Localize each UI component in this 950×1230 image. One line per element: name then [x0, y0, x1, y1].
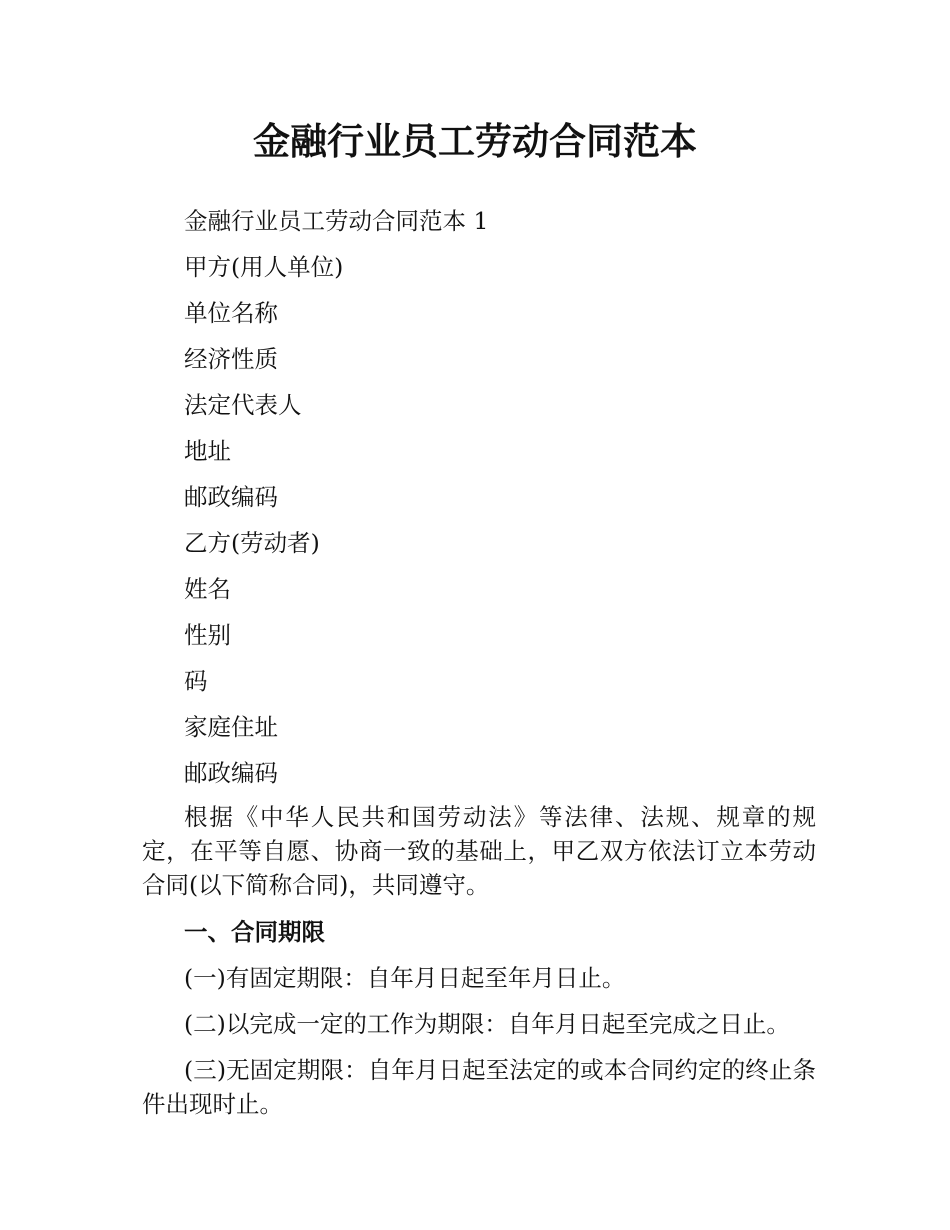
field-name: 姓名: [184, 575, 231, 603]
term-open-ended: (三)无固定期限：自年月日起至法定的或本合同约定的终止条件出现时止。: [142, 1056, 816, 1118]
intro-paragraph: 根据《中华人民共和国劳动法》等法律、法规、规章的规定，在平等自愿、协商一致的基础上，甲乙双方依法订立本劳动合同(以下简称合同)，共同遵守。: [142, 803, 816, 899]
term-fixed: (一)有固定期限：自年月日起至年月日止。: [184, 964, 626, 992]
field-gender: 性别: [184, 621, 231, 649]
field-code: 码: [184, 667, 208, 695]
section-heading-contract-term: 一、合同期限: [184, 918, 325, 946]
field-home-address: 家庭住址: [184, 713, 278, 741]
party-b-label: 乙方(劳动者): [184, 529, 320, 557]
field-address: 地址: [184, 437, 231, 465]
field-legal-representative: 法定代表人: [184, 391, 302, 419]
document-title: 金融行业员工劳动合同范本: [253, 120, 697, 163]
field-unit-name: 单位名称: [184, 299, 278, 327]
field-postal-code-a: 邮政编码: [184, 483, 278, 511]
field-postal-code-b: 邮政编码: [184, 759, 278, 787]
party-a-label: 甲方(用人单位): [184, 253, 344, 281]
field-economic-nature: 经济性质: [184, 345, 278, 373]
term-task-based: (二)以完成一定的工作为期限：自年月日起至完成之日止。: [184, 1010, 790, 1038]
document-body: [142, 198, 816, 1128]
contract-subtitle: 金融行业员工劳动合同范本 1: [184, 207, 489, 235]
